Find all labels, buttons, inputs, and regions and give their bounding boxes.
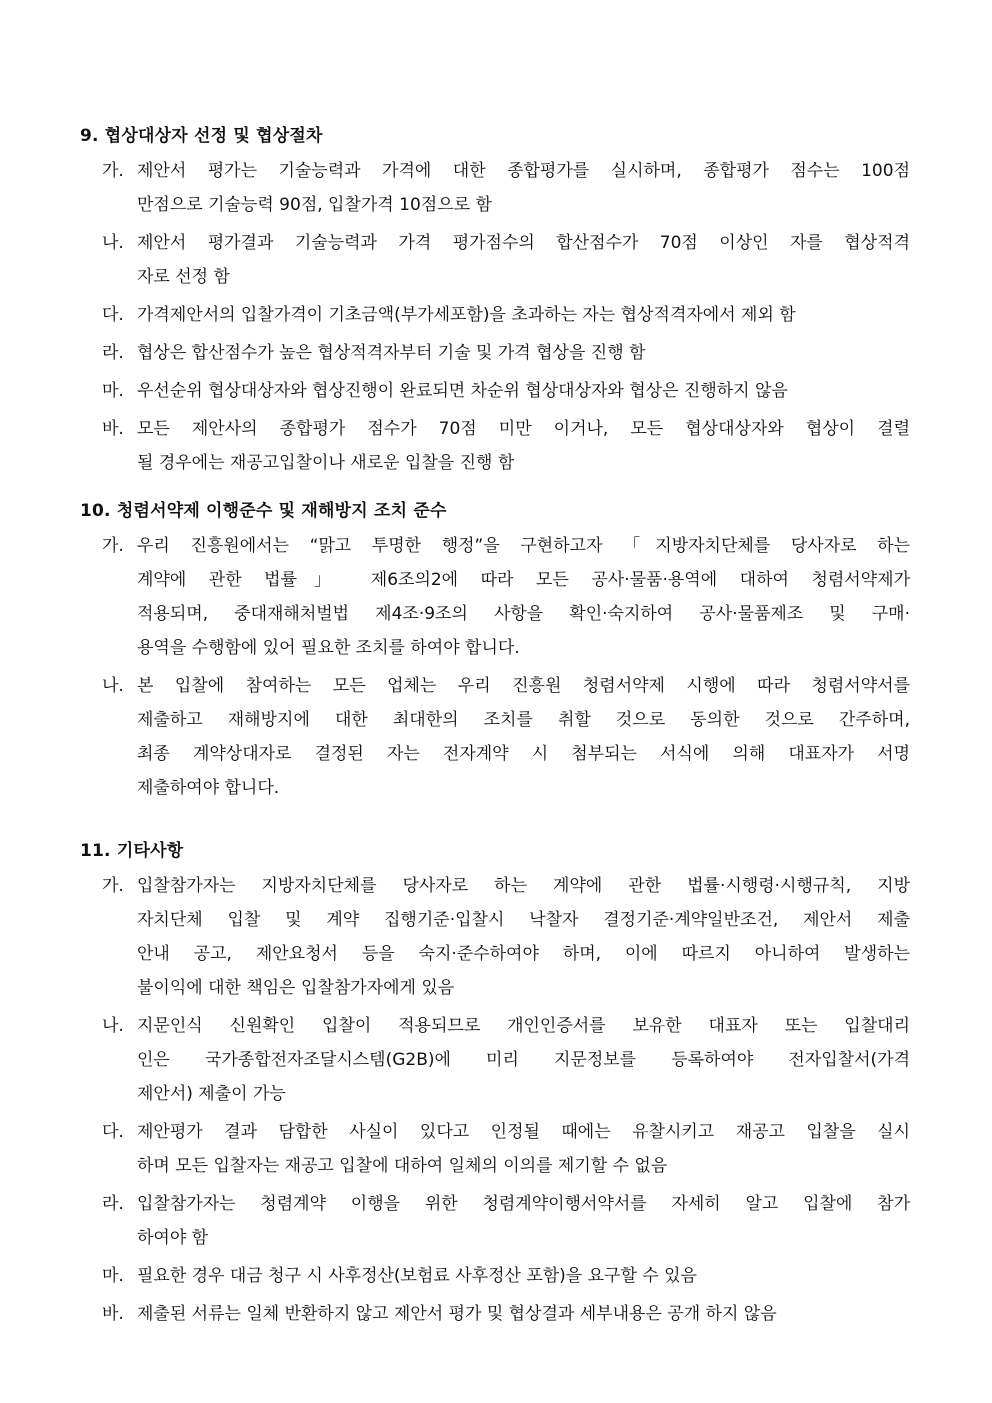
text-line: 자치단체 입찰 및 계약 집행기준·입찰시 낙찰자 결정기준·계약일반조건, 제안서 제출 bbox=[137, 910, 910, 930]
list-item bbox=[80, 529, 920, 665]
list-item-marker: 마. bbox=[102, 1266, 124, 1286]
list-item-marker: 라. bbox=[102, 343, 124, 363]
text-line: 모든 제안사의 종합평가 점수가 70점 미만 이거나, 모든 협상대상자와 협상이 결렬 bbox=[137, 419, 910, 439]
list-item bbox=[80, 336, 920, 370]
text-line: 안내 공고, 제안요청서 등을 숙지·준수하여야 하며, 이에 따르지 아니하여 발생하는 bbox=[137, 944, 910, 964]
text-line: 용역을 수행함에 있어 필요한 조치를 하여야 합니다. bbox=[137, 638, 520, 658]
list-item bbox=[80, 869, 920, 1005]
text-line: 제안평가 결과 담합한 사실이 있다고 인정될 때에는 유찰시키고 재공고 입찰을 실시 bbox=[137, 1122, 910, 1142]
list-item-text bbox=[137, 1297, 910, 1331]
section-negotiation-procedure bbox=[80, 122, 920, 480]
list-item-marker: 가. bbox=[102, 876, 124, 896]
section-heading: 11. 기타사항 bbox=[80, 841, 184, 861]
text-line: 우선순위 협상대상자와 협상진행이 완료되면 차순위 협상대상자와 협상은 진행하지 않음 bbox=[137, 381, 788, 401]
list-item-marker: 가. bbox=[102, 161, 124, 181]
section-heading: 10. 청렴서약제 이행준수 및 재해방지 조치 준수 bbox=[80, 501, 447, 521]
text-line: 제안서 평가결과 기술능력과 가격 평가점수의 합산점수가 70점 이상인 자를 협상적격 bbox=[137, 233, 910, 253]
list-item-marker: 다. bbox=[102, 1122, 124, 1142]
text-line: 제출하여야 합니다. bbox=[137, 778, 280, 798]
list-item-text bbox=[137, 869, 910, 1005]
list-item-marker: 가. bbox=[102, 536, 124, 556]
text-line: 제안서) 제출이 가능 bbox=[137, 1084, 286, 1104]
list-item-text bbox=[137, 154, 910, 222]
list-item-marker: 나. bbox=[102, 1016, 124, 1036]
list-item-text bbox=[137, 1009, 910, 1111]
list-item bbox=[80, 1187, 920, 1255]
text-line: 제안서 평가는 기술능력과 가격에 대한 종합평가를 실시하며, 종합평가 점수는 100점 bbox=[137, 161, 910, 181]
list-item-text bbox=[137, 669, 910, 805]
section-heading: 9. 협상대상자 선정 및 협상절차 bbox=[80, 126, 323, 146]
list-item-marker: 바. bbox=[102, 1304, 124, 1324]
list-item-marker: 마. bbox=[102, 381, 124, 401]
list-item bbox=[80, 154, 920, 222]
text-line: 협상은 합산점수가 높은 협상적격자부터 기술 및 가격 협상을 진행 함 bbox=[137, 343, 646, 363]
section-other-matters bbox=[80, 837, 920, 1331]
list-item bbox=[80, 374, 920, 408]
text-line: 불이익에 대한 책임은 입찰참가자에게 있음 bbox=[137, 978, 455, 998]
list-item-text bbox=[137, 226, 910, 294]
list-item bbox=[80, 226, 920, 294]
text-line: 입찰참가자는 지방자치단체를 당사자로 하는 계약에 관한 법률·시행령·시행규칙, 지방 bbox=[137, 876, 910, 896]
list-item-text bbox=[137, 298, 910, 332]
list-item bbox=[80, 669, 920, 805]
text-line: 가격제안서의 입찰가격이 기초금액(부가세포함)을 초과하는 자는 협상적격자에서 제외 함 bbox=[137, 305, 796, 325]
text-line: 우리 진흥원에서는 “맑고 투명한 행정”을 구현하고자 「지방자치단체를 당사자로 하는 bbox=[137, 536, 910, 556]
list-item bbox=[80, 412, 920, 480]
list-item bbox=[80, 1009, 920, 1111]
text-line: 본 입찰에 참여하는 모든 업체는 우리 진흥원 청렴서약제 시행에 따라 청렴서약서를 bbox=[137, 676, 910, 696]
text-line: 될 경우에는 재공고입찰이나 새로운 입찰을 진행 함 bbox=[137, 453, 515, 473]
text-line: 제출하고 재해방지에 대한 최대한의 조치를 취할 것으로 동의한 것으로 간주하며, bbox=[137, 710, 910, 730]
list-item bbox=[80, 298, 920, 332]
text-line: 제출된 서류는 일체 반환하지 않고 제안서 평가 및 협상결과 세부내용은 공개 하지 않음 bbox=[137, 1304, 777, 1324]
list-item-text bbox=[137, 529, 910, 665]
list-item-text bbox=[137, 1115, 910, 1183]
list-item-text bbox=[137, 1259, 910, 1293]
list-item-marker: 나. bbox=[102, 676, 124, 696]
list-item-marker: 나. bbox=[102, 233, 124, 253]
text-line: 최종 계약상대자로 결정된 자는 전자계약 시 첨부되는 서식에 의해 대표자가 서명 bbox=[137, 744, 910, 764]
text-line: 입찰참가자는 청렴계약 이행을 위한 청렴계약이행서약서를 자세히 알고 입찰에 참가 bbox=[137, 1194, 910, 1214]
list-item-text bbox=[137, 412, 910, 480]
list-item-marker: 다. bbox=[102, 305, 124, 325]
text-line: 자로 선정 함 bbox=[137, 267, 230, 287]
list-item bbox=[80, 1115, 920, 1183]
text-line: 적용되며, 중대재해처벌법 제4조·9조의 사항을 확인·숙지하여 공사·물품제조 및 구매· bbox=[137, 604, 910, 624]
text-line: 지문인식 신원확인 입찰이 적용되므로 개인인증서를 보유한 대표자 또는 입찰대리 bbox=[137, 1016, 910, 1036]
list-item-marker: 라. bbox=[102, 1194, 124, 1214]
list-item bbox=[80, 1259, 920, 1293]
text-line: 필요한 경우 대금 청구 시 사후정산(보험료 사후정산 포함)을 요구할 수 있음 bbox=[137, 1266, 697, 1286]
text-line: 인은 국가종합전자조달시스템(G2B)에 미리 지문정보를 등록하여야 전자입찰서(가격 bbox=[137, 1050, 910, 1070]
list-item-text bbox=[137, 336, 910, 370]
text-line: 하며 모든 입찰자는 재공고 입찰에 대하여 일체의 이의를 제기할 수 없음 bbox=[137, 1156, 668, 1176]
list-item-text bbox=[137, 374, 910, 408]
text-line: 만점으로 기술능력 90점, 입찰가격 10점으로 함 bbox=[137, 195, 492, 215]
list-item bbox=[80, 1297, 920, 1331]
list-item-text bbox=[137, 1187, 910, 1255]
text-line: 하여야 함 bbox=[137, 1228, 209, 1248]
list-item-marker: 바. bbox=[102, 419, 124, 439]
text-line: 계약에 관한 법률」 제6조의2에 따라 모든 공사·물품·용역에 대하여 청렴서약제가 bbox=[137, 570, 910, 590]
section-integrity-pledge bbox=[80, 497, 920, 805]
